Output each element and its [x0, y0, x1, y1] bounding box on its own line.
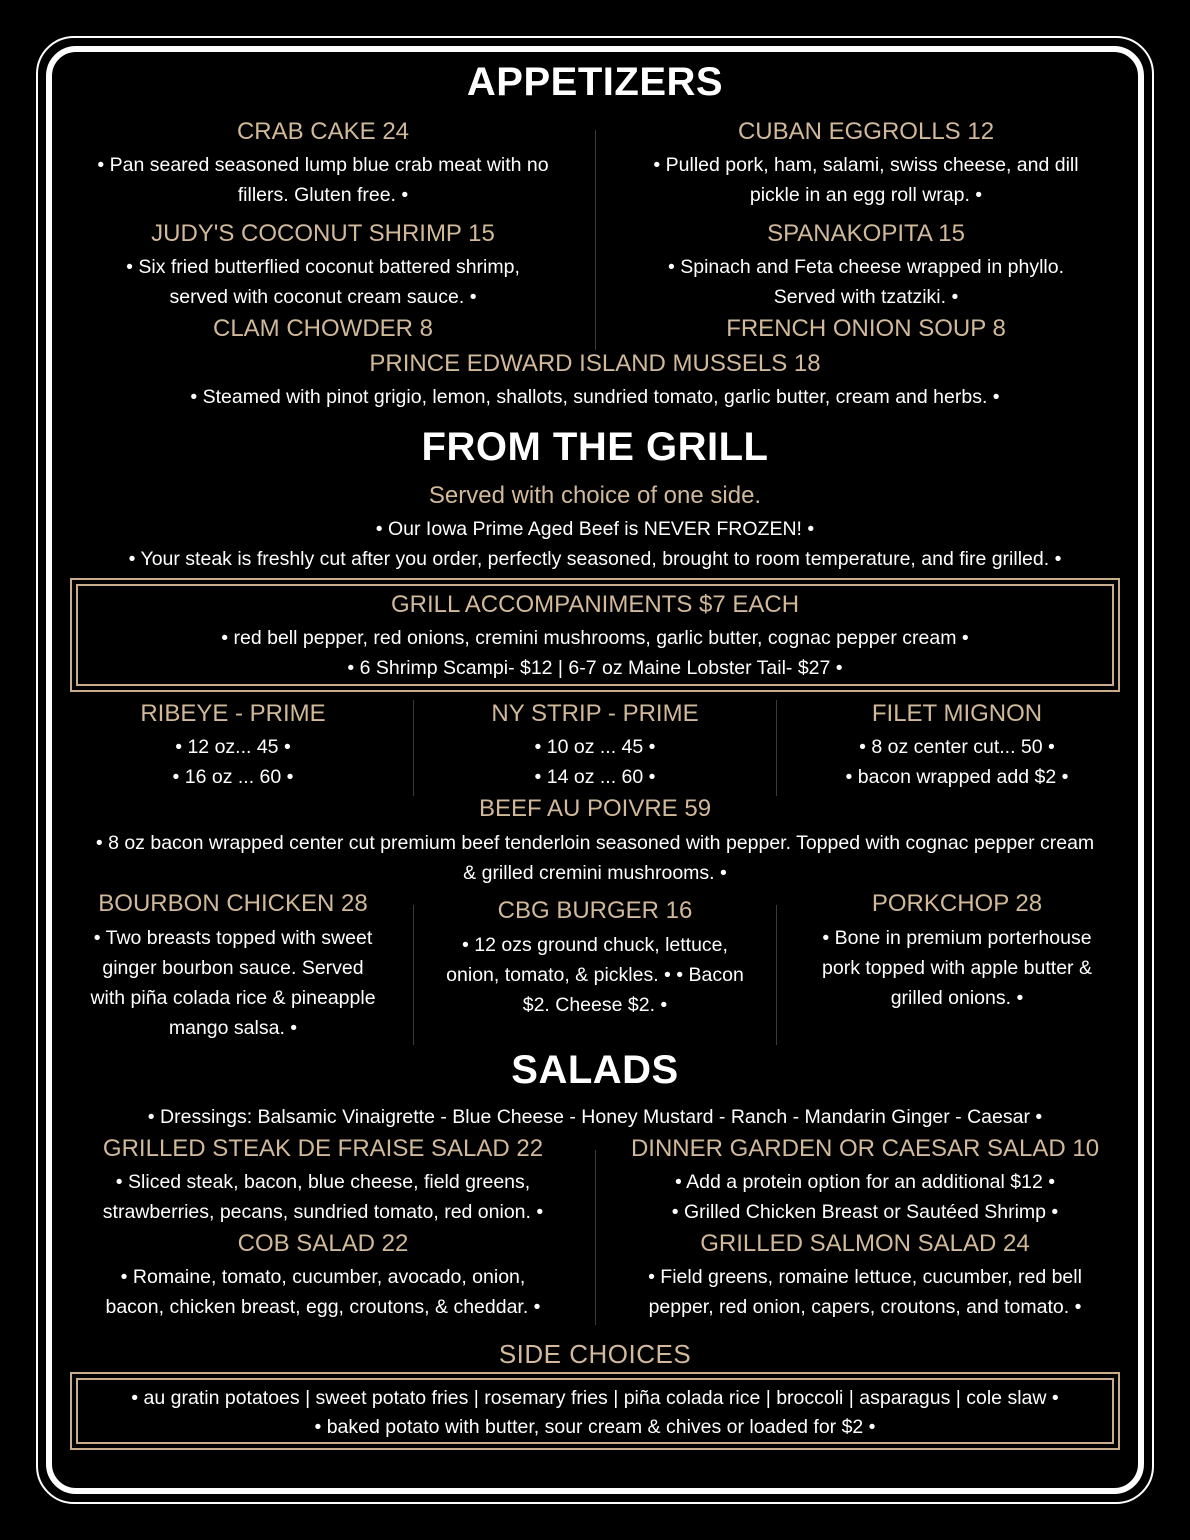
salmon-salad-name: GRILLED SALMON SALAD 24: [700, 1230, 1030, 1257]
au-poivre-name: BEEF AU POIVRE 59: [478, 795, 712, 822]
spanakopita-name: SPANAKOPITA 15: [767, 220, 965, 247]
sides-line2: • baked potato with butter, sour cream & chives or loaded for $2 •: [314, 1416, 876, 1438]
mussels-desc: • Steamed with pinot grigio, lemon, shallots, sundried tomato, garlic butter, cream and herbs. •: [190, 386, 1000, 408]
grill-heading: FROM THE GRILL: [421, 425, 769, 469]
dinner-garden-protein: • Add a protein option for an additional $12 •: [674, 1171, 1056, 1193]
salads-divider: [595, 1150, 596, 1325]
appetizers-heading: APPETIZERS: [466, 60, 724, 104]
grill-subtitle: Served with choice of one side.: [428, 482, 762, 509]
accompaniments-line2: • 6 Shrimp Scampi- $12 | 6-7 oz Maine Lobster Tail- $27 •: [347, 657, 843, 679]
salmon-salad-desc: • Field greens, romaine lettuce, cucumber, red bell pepper, red onion, capers, croutons, and tomato. •: [648, 1266, 1082, 1318]
cuban-eggrolls-name: CUBAN EGGROLLS 12: [737, 118, 995, 145]
crab-cake-desc: • Pan seared seasoned lump blue crab meat with no fillers. Gluten free. •: [97, 154, 549, 206]
filet-bacon: • bacon wrapped add $2 •: [845, 766, 1069, 788]
cuban-eggrolls-desc: • Pulled pork, ham, salami, swiss cheese, and dill pickle in an egg roll wrap. •: [653, 154, 1079, 206]
ribeye-16oz: • 16 oz ... 60 •: [172, 766, 294, 788]
salad-dressings: • Dressings: Balsamic Vinaigrette - Blue Cheese - Honey Mustard - Ranch - Mandarin Ginger - Caesar •: [147, 1106, 1043, 1128]
coconut-shrimp-desc: • Six fried butterflied coconut battered shrimp, served with coconut cream sauce. •: [126, 256, 520, 308]
ny-strip-14oz: • 14 oz ... 60 •: [534, 766, 656, 788]
mussels-name: PRINCE EDWARD ISLAND MUSSELS 18: [369, 350, 821, 377]
appetizers-divider: [595, 130, 596, 350]
entree-divider-right: [776, 905, 777, 1045]
bourbon-chicken-name: BOURBON CHICKEN 28: [98, 890, 368, 917]
french-onion-name: FRENCH ONION SOUP 8: [726, 315, 1006, 342]
steak-fraise-desc: • Sliced steak, bacon, blue cheese, field greens, strawberries, pecans, sundried tomato, red onion. •: [102, 1171, 544, 1223]
accompaniments-line1: • red bell pepper, red onions, cremini mushrooms, garlic butter, cognac pepper cream •: [221, 627, 969, 649]
dinner-garden-name: DINNER GARDEN OR CAESAR SALAD 10: [630, 1135, 1100, 1162]
ny-strip-name: NY STRIP - PRIME: [491, 700, 699, 727]
burger-name: CBG BURGER 16: [497, 897, 693, 924]
steak-fraise-name: GRILLED STEAK DE FRAISE SALAD 22: [102, 1135, 544, 1162]
sides-heading: SIDE CHOICES: [498, 1339, 692, 1369]
bourbon-chicken-desc: • Two breasts topped with sweet ginger bourbon sauce. Served with piña colada rice & pineapple mango salsa. •: [90, 927, 376, 1039]
porkchop-desc: • Bone in premium porterhouse pork topped with apple butter & grilled onions. •: [822, 927, 1092, 1009]
coconut-shrimp-name: JUDY'S COCONUT SHRIMP 15: [151, 220, 495, 247]
porkchop-name: PORKCHOP 28: [871, 890, 1043, 917]
filet-name: FILET MIGNON: [871, 700, 1043, 727]
cob-salad-desc: • Romaine, tomato, cucumber, avocado, onion, bacon, chicken breast, egg, croutons, & cheddar. •: [105, 1266, 541, 1318]
steak-divider-left: [413, 700, 414, 796]
ribeye-12oz: • 12 oz... 45 •: [175, 736, 291, 758]
cob-salad-name: COB SALAD 22: [237, 1230, 409, 1257]
ribeye-name: RIBEYE - PRIME: [140, 700, 326, 727]
entree-divider-left: [413, 905, 414, 1045]
dinner-garden-options: • Grilled Chicken Breast or Sautéed Shrimp •: [671, 1201, 1059, 1223]
au-poivre-desc: • 8 oz bacon wrapped center cut premium beef tenderloin seasoned with pepper. Topped with cognac pepper cream & grilled cremini mushrooms. •: [95, 832, 1095, 884]
burger-desc: • 12 ozs ground chuck, lettuce, onion, tomato, & pickles. • • Bacon $2. Cheese $2. •: [446, 934, 744, 1016]
spanakopita-desc: • Spinach and Feta cheese wrapped in phyllo. Served with tzatziki. •: [668, 256, 1064, 308]
salads-heading: SALADS: [511, 1048, 679, 1092]
steak-divider-right: [776, 700, 777, 796]
accompaniments-name: GRILL ACCOMPANIMENTS $7 EACH: [390, 591, 800, 618]
grill-note-frozen: • Our Iowa Prime Aged Beef is NEVER FROZEN! •: [375, 518, 815, 540]
ny-strip-10oz: • 10 oz ... 45 •: [534, 736, 656, 758]
clam-chowder-name: CLAM CHOWDER 8: [212, 315, 434, 342]
filet-8oz: • 8 oz center cut... 50 •: [859, 736, 1055, 758]
sides-line1: • au gratin potatoes | sweet potato fries | rosemary fries | piña colada rice | broccoli | asparagus | cole slaw •: [131, 1387, 1059, 1409]
grill-note-fresh: • Your steak is freshly cut after you order, perfectly seasoned, brought to room temperature, and fire grilled. •: [128, 548, 1062, 570]
crab-cake-name: CRAB CAKE 24: [236, 118, 410, 145]
